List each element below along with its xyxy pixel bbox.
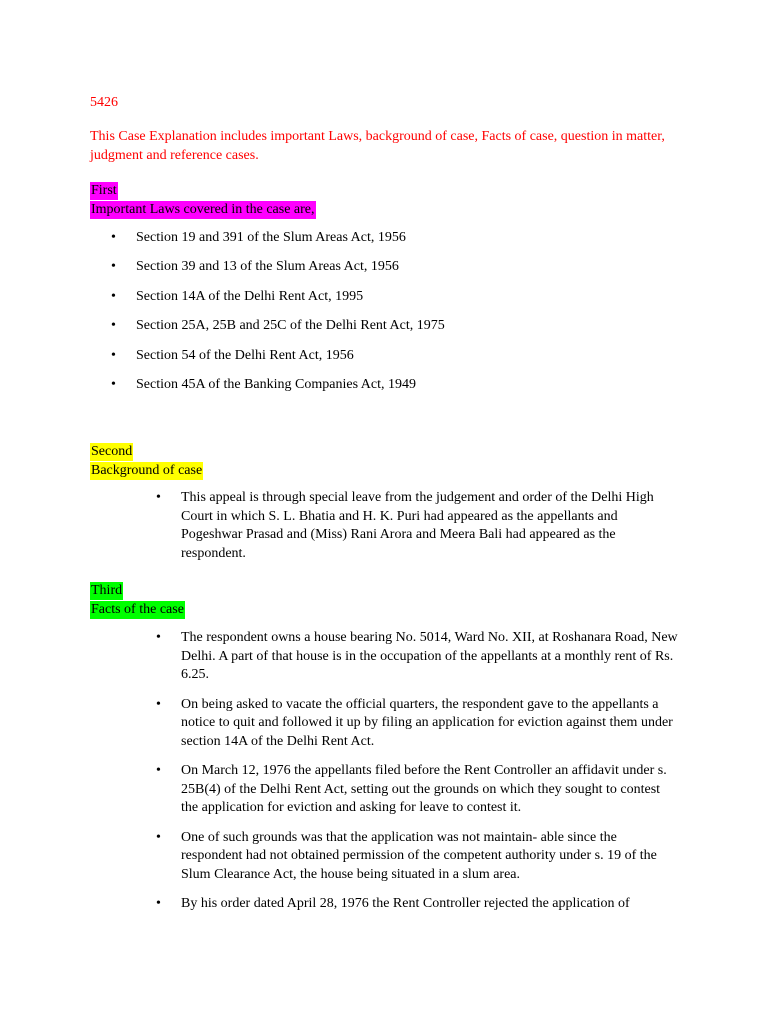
facts-list	[135, 629, 680, 925]
bullet-icon: •	[111, 230, 116, 245]
list-item	[90, 258, 445, 287]
list-item-text: Section 14A of the Delhi Rent Act, 1995	[136, 288, 364, 304]
bullet-icon: •	[111, 288, 116, 304]
list-item-text: Section 54 of the Delhi Rent Act, 1956	[136, 347, 354, 363]
bullet-icon: •	[156, 896, 161, 911]
list-item	[90, 288, 445, 317]
list-item-text: By his order dated April 28, 1976 the Rent Controller rejected the application of	[181, 896, 630, 911]
list-item	[135, 696, 680, 752]
list-item-text: Section 45A of the Banking Companies Act, 1949	[136, 376, 416, 392]
bullet-icon: •	[156, 490, 161, 505]
bullet-icon: •	[111, 318, 116, 334]
list-item	[90, 317, 445, 346]
list-item-text: One of such grounds was that the application was not maintain- able since the respondent had not obtained permission of the competent authority under s. 19 of the Slum Clearance Act, the house being situated in a slum area.	[181, 829, 657, 882]
list-item-text: This appeal is through special leave from the judgement and order of the Delhi High Court in which S. L. Bhatia and H. K. Puri had appeared as the appellants and Pogeshwar Prasad and (Miss) Rani Arora and Meera Bali had appeared as the respondent.	[181, 490, 654, 561]
list-item	[135, 829, 680, 885]
important-laws-list	[90, 229, 445, 405]
intro-paragraph: This Case Explanation includes important Laws, background of case, Facts of case, question in matter, judgment and reference cases.	[90, 129, 665, 163]
bullet-icon: •	[111, 259, 116, 275]
section-first-heading: Important Laws covered in the case are,	[91, 201, 315, 217]
section-first-ordinal: First	[91, 183, 117, 198]
list-item-text: Section 19 and 391 of the Slum Areas Act, 1956	[136, 230, 406, 245]
bullet-icon: •	[156, 696, 161, 712]
list-item-text: On being asked to vacate the official quarters, the respondent gave to the appellants a notice to quit and followed it up by filing an application for eviction against them under section 14A of the Delhi Rent Act.	[181, 696, 673, 749]
list-item-text: Section 39 and 13 of the Slum Areas Act, 1956	[136, 259, 399, 275]
section-third-ordinal: Third	[91, 583, 123, 598]
list-item	[90, 376, 445, 405]
section-third-heading: Facts of the case	[91, 601, 184, 617]
section-second-heading: Background of case	[91, 462, 203, 478]
section-second-ordinal: Second	[91, 444, 133, 459]
list-item-text: Section 25A, 25B and 25C of the Delhi Rent Act, 1975	[136, 318, 445, 334]
bullet-icon: •	[156, 829, 161, 845]
section-first	[90, 182, 316, 219]
list-item-text: On March 12, 1976 the appellants filed before the Rent Controller an affidavit under s. 25B(4) of the Delhi Rent Act, setting out the grounds on which they sought to contest the application for eviction and asking for leave to contest it.	[181, 763, 667, 815]
document-number: 5426	[90, 95, 118, 110]
bullet-icon: •	[156, 763, 161, 778]
bullet-icon: •	[111, 376, 116, 392]
bullet-icon: •	[156, 630, 161, 645]
list-item-text: The respondent owns a house bearing No. 5014, Ward No. XII, at Roshanara Road, New Delhi. A part of that house is in the occupation of the appellants at a monthly rent of Rs. 6.25.	[181, 630, 678, 682]
list-item	[90, 347, 445, 376]
list-item	[135, 762, 680, 818]
section-second	[90, 443, 203, 480]
list-item	[135, 489, 680, 563]
section-third	[90, 582, 185, 619]
list-item	[135, 629, 680, 685]
background-list	[135, 489, 680, 574]
list-item	[135, 895, 680, 914]
list-item	[90, 229, 445, 258]
bullet-icon: •	[111, 347, 116, 363]
